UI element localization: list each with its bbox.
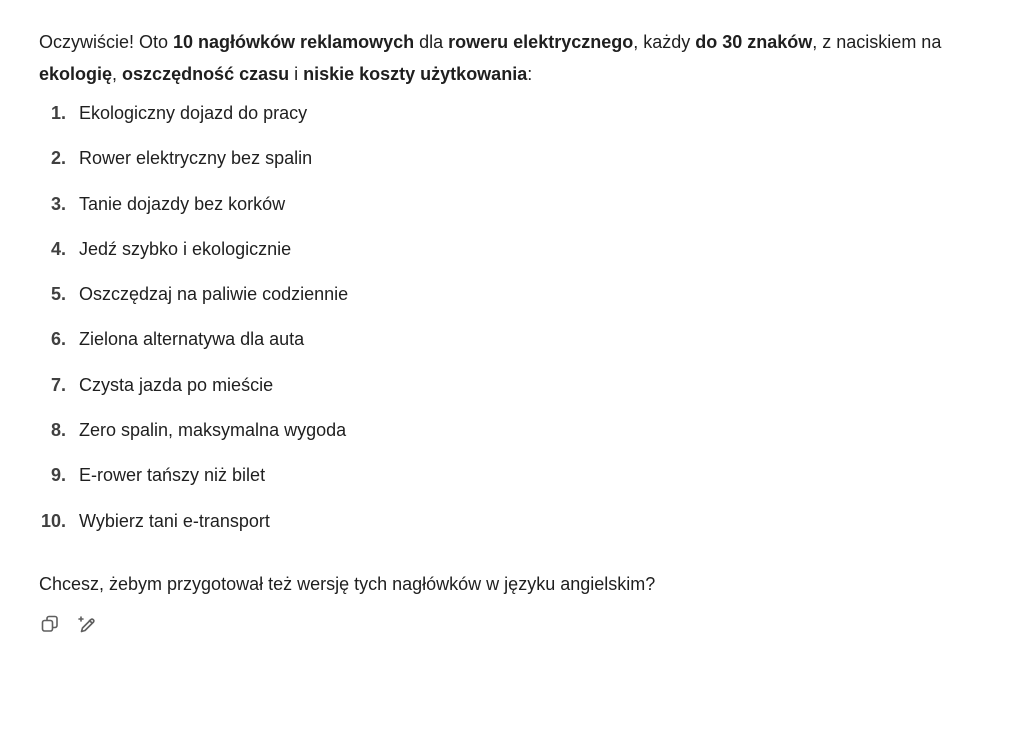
list-number: 1. [50, 103, 66, 123]
intro-bold: 10 nagłówków reklamowych [173, 32, 415, 52]
list-item [39, 464, 989, 509]
list-item [39, 193, 989, 238]
copy-icon [40, 614, 60, 634]
edit-button[interactable] [77, 613, 99, 635]
list-item [39, 328, 989, 373]
list-item [39, 238, 989, 283]
list-number: 8. [50, 420, 66, 441]
list-text: Zielona alternatywa dla auta [79, 329, 305, 350]
list-text: Zero spalin, maksymalna wygoda [79, 420, 347, 441]
intro-bold: do 30 znaków [695, 32, 813, 52]
intro-text: i [289, 64, 304, 84]
list-item [39, 283, 989, 328]
intro-bold: ekologię [39, 64, 113, 84]
list-number: 9. [50, 465, 66, 486]
list-number: 7. [50, 374, 66, 395]
headline-list [39, 102, 989, 555]
edit-sparkle-icon [77, 614, 99, 634]
list-item [39, 419, 989, 464]
list-item [39, 102, 989, 147]
list-item [39, 147, 989, 192]
list-text: Jedź szybko i ekologicznie [79, 238, 292, 259]
list-number: 5. [50, 284, 66, 305]
list-text: Czysta jazda po mieście [79, 374, 274, 395]
list-number: 3. [50, 193, 66, 214]
list-number: 6. [50, 329, 66, 350]
intro-bold: niskie koszty użytkowania [303, 64, 528, 84]
list-text: E-rower tańszy niż bilet [79, 465, 266, 486]
intro-text: dla [414, 32, 449, 52]
copy-button[interactable] [39, 613, 61, 635]
intro-text: , [112, 64, 123, 84]
message-actions [39, 613, 989, 635]
list-item [39, 374, 989, 419]
list-text: Wybierz tani e-transport [79, 510, 270, 531]
list-number: 2. [50, 148, 66, 169]
list-number: 4. [50, 238, 66, 259]
list-item [39, 510, 989, 555]
intro-text: Oczywiście! Oto [39, 32, 174, 52]
list-text: Rower elektryczny bez spalin [79, 148, 313, 169]
intro-text: , z naciskiem na [812, 32, 942, 52]
intro-bold: oszczędność czasu [122, 64, 290, 84]
intro-text: : [527, 64, 533, 84]
follow-up-question: Chcesz, żebym przygotował też wersję tych nagłówków w języku angielskim? [39, 573, 656, 594]
intro-paragraph [39, 26, 989, 90]
intro-bold: roweru elektrycznego [448, 32, 634, 52]
list-text: Tanie dojazdy bez korków [79, 193, 286, 214]
list-number: 10. [40, 510, 66, 531]
intro-text: , każdy [633, 32, 696, 52]
assistant-message [39, 26, 989, 635]
list-text: Ekologiczny dojazd do pracy [79, 103, 308, 123]
list-text: Oszczędzaj na paliwie codziennie [79, 284, 349, 305]
